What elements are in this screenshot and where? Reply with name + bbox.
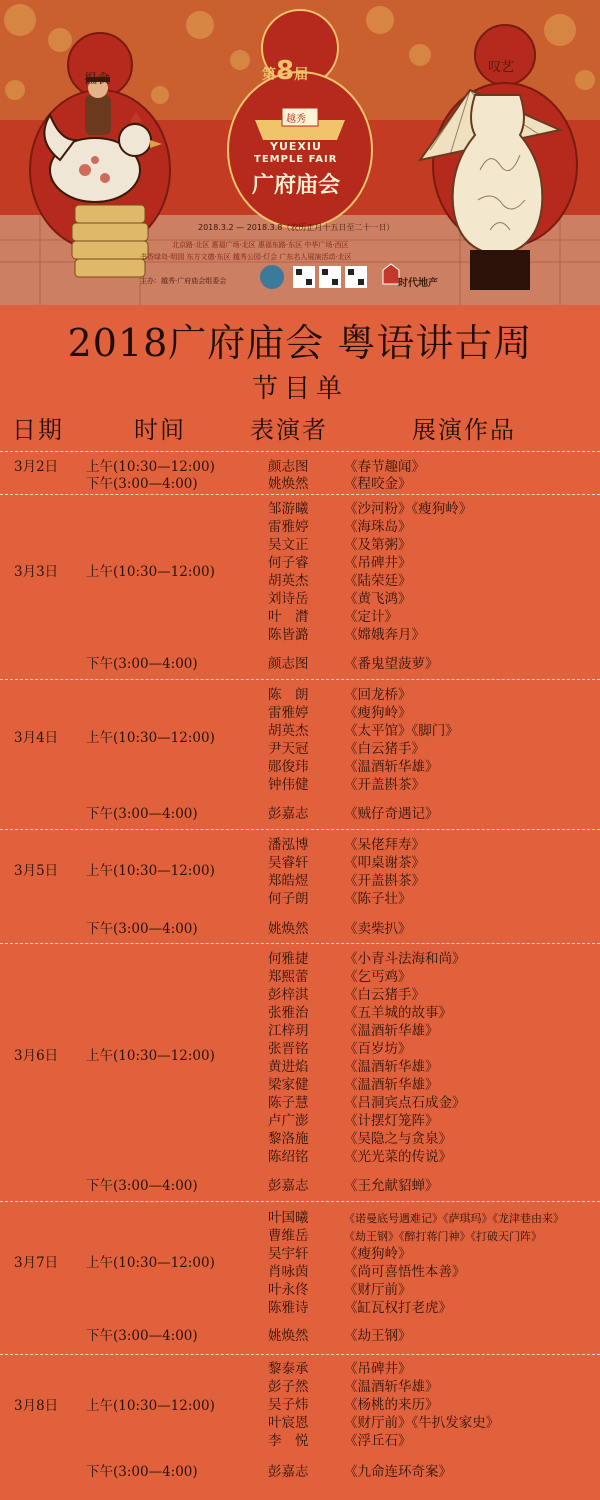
performer-name: 钟伟健 bbox=[268, 777, 309, 793]
program-title: 《海珠岛》 bbox=[344, 519, 412, 535]
performer-name: 彭嘉志 bbox=[268, 806, 309, 822]
program-title: 《乞丐鸡》 bbox=[344, 969, 412, 985]
day-date: 3月3日 bbox=[14, 564, 59, 580]
left-gourd-label: 揾食 bbox=[84, 72, 111, 87]
section-divider bbox=[0, 679, 600, 680]
section-divider bbox=[0, 943, 600, 944]
session-time: 下午(3:00—4:00) bbox=[86, 1178, 198, 1194]
program-title: 《温酒斩华雄》 bbox=[344, 1379, 439, 1395]
session-time: 上午(10:30—12:00) bbox=[86, 1048, 215, 1064]
program-title: 《春节趣闻》 bbox=[344, 459, 425, 475]
performer-name: 叶国曦 bbox=[268, 1210, 309, 1226]
program-title: 《杨桃的来历》 bbox=[344, 1397, 439, 1413]
program-title: 《陈子壮》 bbox=[344, 891, 412, 907]
section-divider bbox=[0, 1354, 600, 1355]
performer-name: 吴子炜 bbox=[268, 1397, 309, 1413]
program-title: 《瘦狗岭》 bbox=[344, 705, 412, 721]
performer-name: 尹天冠 bbox=[268, 741, 309, 757]
performer-name: 吴宇轩 bbox=[268, 1246, 309, 1262]
performer-name: 肖咏茵 bbox=[268, 1264, 309, 1280]
column-header-performer: 表演者 bbox=[250, 416, 328, 444]
program-title: 《开盖斟茶》 bbox=[344, 873, 425, 889]
performer-name: 李 悦 bbox=[268, 1433, 309, 1449]
fair-dates: 2018.3.2 — 2018.3.8（农历正月十五日至二十一日） bbox=[198, 223, 395, 232]
program-title: 《及第粥》 bbox=[344, 537, 412, 553]
fair-english-line-1: YUEXIU bbox=[270, 140, 322, 153]
program-title: 《浮丘石》 bbox=[344, 1433, 412, 1449]
session-time: 下午(3:00—4:00) bbox=[86, 921, 198, 937]
program-title: 《白云猪手》 bbox=[344, 741, 425, 757]
program-title: 《吕洞宾点石成金》 bbox=[344, 1095, 466, 1111]
program-title: 《劫王钢》 bbox=[344, 1328, 412, 1344]
program-title: 《诺曼底号遇难记》《萨琪玛》《龙津巷由来》 bbox=[344, 1212, 564, 1225]
performer-name: 张晋铭 bbox=[268, 1041, 309, 1057]
program-title: 《瘦狗岭》 bbox=[344, 1246, 412, 1262]
session-time: 下午(3:00—4:00) bbox=[86, 1464, 198, 1480]
section-divider bbox=[0, 829, 600, 830]
program-title: 《百岁坊》 bbox=[344, 1041, 412, 1057]
program-title: 《温酒斩华雄》 bbox=[344, 1059, 439, 1075]
program-title: 《光光菜的传说》 bbox=[344, 1149, 452, 1165]
session-time: 下午(3:00—4:00) bbox=[86, 476, 198, 492]
column-header-works: 展演作品 bbox=[412, 416, 516, 444]
performer-name: 何雅捷 bbox=[268, 951, 309, 967]
session-time: 上午(10:30—12:00) bbox=[86, 564, 215, 580]
day-date: 3月8日 bbox=[14, 1398, 59, 1414]
program-title: 《程咬金》 bbox=[344, 476, 412, 492]
section-divider bbox=[0, 451, 600, 452]
performer-name: 陈子慧 bbox=[268, 1095, 309, 1111]
session-time: 下午(3:00—4:00) bbox=[86, 806, 198, 822]
program-title: 《小青斗法海和尚》 bbox=[344, 951, 466, 967]
performer-name: 黎洛施 bbox=[268, 1131, 309, 1147]
program-title: 《五羊城的故事》 bbox=[344, 1005, 452, 1021]
performer-name: 张雅治 bbox=[268, 1005, 309, 1021]
program-title: 《陆荣廷》 bbox=[344, 573, 412, 589]
section-divider bbox=[0, 1201, 600, 1202]
performer-name: 陈雅诗 bbox=[268, 1300, 309, 1316]
performer-name: 郑皓煜 bbox=[268, 873, 309, 889]
performer-name: 梁家健 bbox=[268, 1077, 309, 1093]
program-title: 《呆佬拜寿》 bbox=[344, 837, 425, 853]
edition-prefix: 第 bbox=[262, 67, 276, 83]
program-title: 《回龙桥》 bbox=[344, 687, 412, 703]
program-title: 《吴隐之与贪泉》 bbox=[344, 1131, 452, 1147]
session-time: 下午(3:00—4:00) bbox=[86, 1328, 198, 1344]
program-title: 《财厅前》 bbox=[344, 1282, 412, 1298]
performer-name: 彭嘉志 bbox=[268, 1178, 309, 1194]
day-date: 3月6日 bbox=[14, 1048, 59, 1064]
edition-mark bbox=[262, 56, 308, 86]
program-title: 《贼仔奇遇记》 bbox=[344, 806, 439, 822]
performer-name: 郑熙蕾 bbox=[268, 969, 309, 985]
session-time: 下午(3:00—4:00) bbox=[86, 656, 198, 672]
program-title: 《吊碑井》 bbox=[344, 555, 412, 571]
session-time: 上午(10:30—12:00) bbox=[86, 863, 215, 879]
performer-name: 吴文正 bbox=[268, 537, 309, 553]
performer-name: 雷雅婷 bbox=[268, 705, 309, 721]
performer-name: 陈皆潞 bbox=[268, 627, 309, 643]
session-time: 上午(10:30—12:00) bbox=[86, 730, 215, 746]
performer-name: 郧俊玮 bbox=[268, 759, 309, 775]
column-header-date: 日期 bbox=[12, 416, 64, 444]
performer-name: 何子睿 bbox=[268, 555, 309, 571]
performer-name: 姚焕然 bbox=[268, 476, 309, 492]
fair-venues-line-1: 北京路·北区 惠福广场·北区 惠福东路·东区 中华广场·西区 bbox=[172, 241, 349, 249]
logo-seal: 越秀 bbox=[286, 114, 306, 125]
program-title: 《开盖斟茶》 bbox=[344, 777, 425, 793]
program-title: 《计摆灯笼阵》 bbox=[344, 1113, 439, 1129]
session-time: 上午(10:30—12:00) bbox=[86, 459, 215, 475]
performer-name: 叶宸恩 bbox=[268, 1415, 309, 1431]
performer-name: 陈 朗 bbox=[268, 687, 309, 703]
performer-name: 刘诗岳 bbox=[268, 591, 309, 607]
edition-suffix: 届 bbox=[294, 67, 309, 83]
column-header-time: 时间 bbox=[134, 416, 186, 444]
session-time: 上午(10:30—12:00) bbox=[86, 1398, 215, 1414]
performer-name: 胡英杰 bbox=[268, 573, 309, 589]
program-title: 《温酒斩华雄》 bbox=[344, 1023, 439, 1039]
program-title: 《嫦娥奔月》 bbox=[344, 627, 425, 643]
fair-organizer: 主办：越秀·广府庙会组委会 bbox=[140, 277, 227, 285]
program-title: 《九命连环奇案》 bbox=[344, 1464, 452, 1480]
fair-english-line-2: TEMPLE FAIR bbox=[254, 154, 338, 165]
performer-name: 姚焕然 bbox=[268, 921, 309, 937]
section-divider bbox=[0, 494, 600, 495]
page-subtitle: 节目单 bbox=[251, 374, 348, 404]
performer-name: 叶 潸 bbox=[268, 609, 309, 625]
program-title: 《番鬼望菠萝》 bbox=[344, 656, 439, 672]
performer-name: 彭嘉志 bbox=[268, 1464, 309, 1480]
performer-name: 颜志图 bbox=[268, 459, 309, 475]
program-title: 《劫王钢》《醉打蒋门神》《打破天门阵》 bbox=[344, 1230, 542, 1243]
day-date: 3月7日 bbox=[14, 1255, 59, 1271]
sponsor-name: 时代地产 bbox=[398, 278, 438, 289]
performer-name: 颜志图 bbox=[268, 656, 309, 672]
program-title: 《叩桌谢茶》 bbox=[344, 855, 425, 871]
performer-name: 黄进焰 bbox=[268, 1059, 309, 1075]
performer-name: 邹游曦 bbox=[268, 501, 309, 517]
performer-name: 彭子然 bbox=[268, 1379, 309, 1395]
program-title: 《定计》 bbox=[344, 609, 398, 625]
performer-name: 胡英杰 bbox=[268, 723, 309, 739]
performer-name: 雷雅婷 bbox=[268, 519, 309, 535]
performer-name: 黎泰承 bbox=[268, 1361, 309, 1377]
page-title: 2018广府庙会 粤语讲古周 bbox=[67, 321, 533, 365]
program-title: 《卖柴扒》 bbox=[344, 921, 412, 937]
poster-banner bbox=[0, 0, 600, 305]
performer-name: 何子朗 bbox=[268, 891, 309, 907]
program-title: 《缸瓦权打老虎》 bbox=[344, 1300, 452, 1316]
program-title: 《吊碑井》 bbox=[344, 1361, 412, 1377]
session-time: 上午(10:30—12:00) bbox=[86, 1255, 215, 1271]
right-gourd-label: 叹艺 bbox=[488, 60, 515, 75]
program-title: 《王允献貂蝉》 bbox=[344, 1178, 439, 1194]
program-title: 《尚可喜悟性本善》 bbox=[344, 1264, 466, 1280]
performer-name: 彭梓淇 bbox=[268, 987, 309, 1003]
program-title: 《黄飞鸿》 bbox=[344, 591, 412, 607]
performer-name: 曹维岳 bbox=[268, 1228, 309, 1244]
program-title: 《财厅前》《牛扒发家史》 bbox=[344, 1415, 500, 1431]
performer-name: 卢广澎 bbox=[268, 1113, 309, 1129]
performer-name: 叶永佟 bbox=[268, 1282, 309, 1298]
program-title: 《太平馆》《脚门》 bbox=[344, 723, 459, 739]
day-date: 3月2日 bbox=[14, 459, 59, 475]
day-date: 3月5日 bbox=[14, 863, 59, 879]
fair-chinese-name: 广府庙会 bbox=[252, 173, 341, 198]
fair-venues-line-2: 书香绿岛·明园 东方文德·东区 越秀公园·灯会 广东名人展演活动·北区 bbox=[140, 253, 352, 261]
program-title: 《白云猪手》 bbox=[344, 987, 425, 1003]
program-title: 《沙河粉》《瘦狗岭》 bbox=[344, 501, 473, 517]
program-title: 《温酒斩华雄》 bbox=[344, 1077, 439, 1093]
performer-name: 潘泓博 bbox=[268, 837, 309, 853]
edition-number: 8 bbox=[276, 56, 295, 86]
program-title: 《温酒斩华雄》 bbox=[344, 759, 439, 775]
day-date: 3月4日 bbox=[14, 730, 59, 746]
performer-name: 姚焕然 bbox=[268, 1328, 309, 1344]
performer-name: 陈绍铭 bbox=[268, 1149, 309, 1165]
performer-name: 江梓玥 bbox=[268, 1023, 309, 1039]
performer-name: 吴睿轩 bbox=[268, 855, 309, 871]
